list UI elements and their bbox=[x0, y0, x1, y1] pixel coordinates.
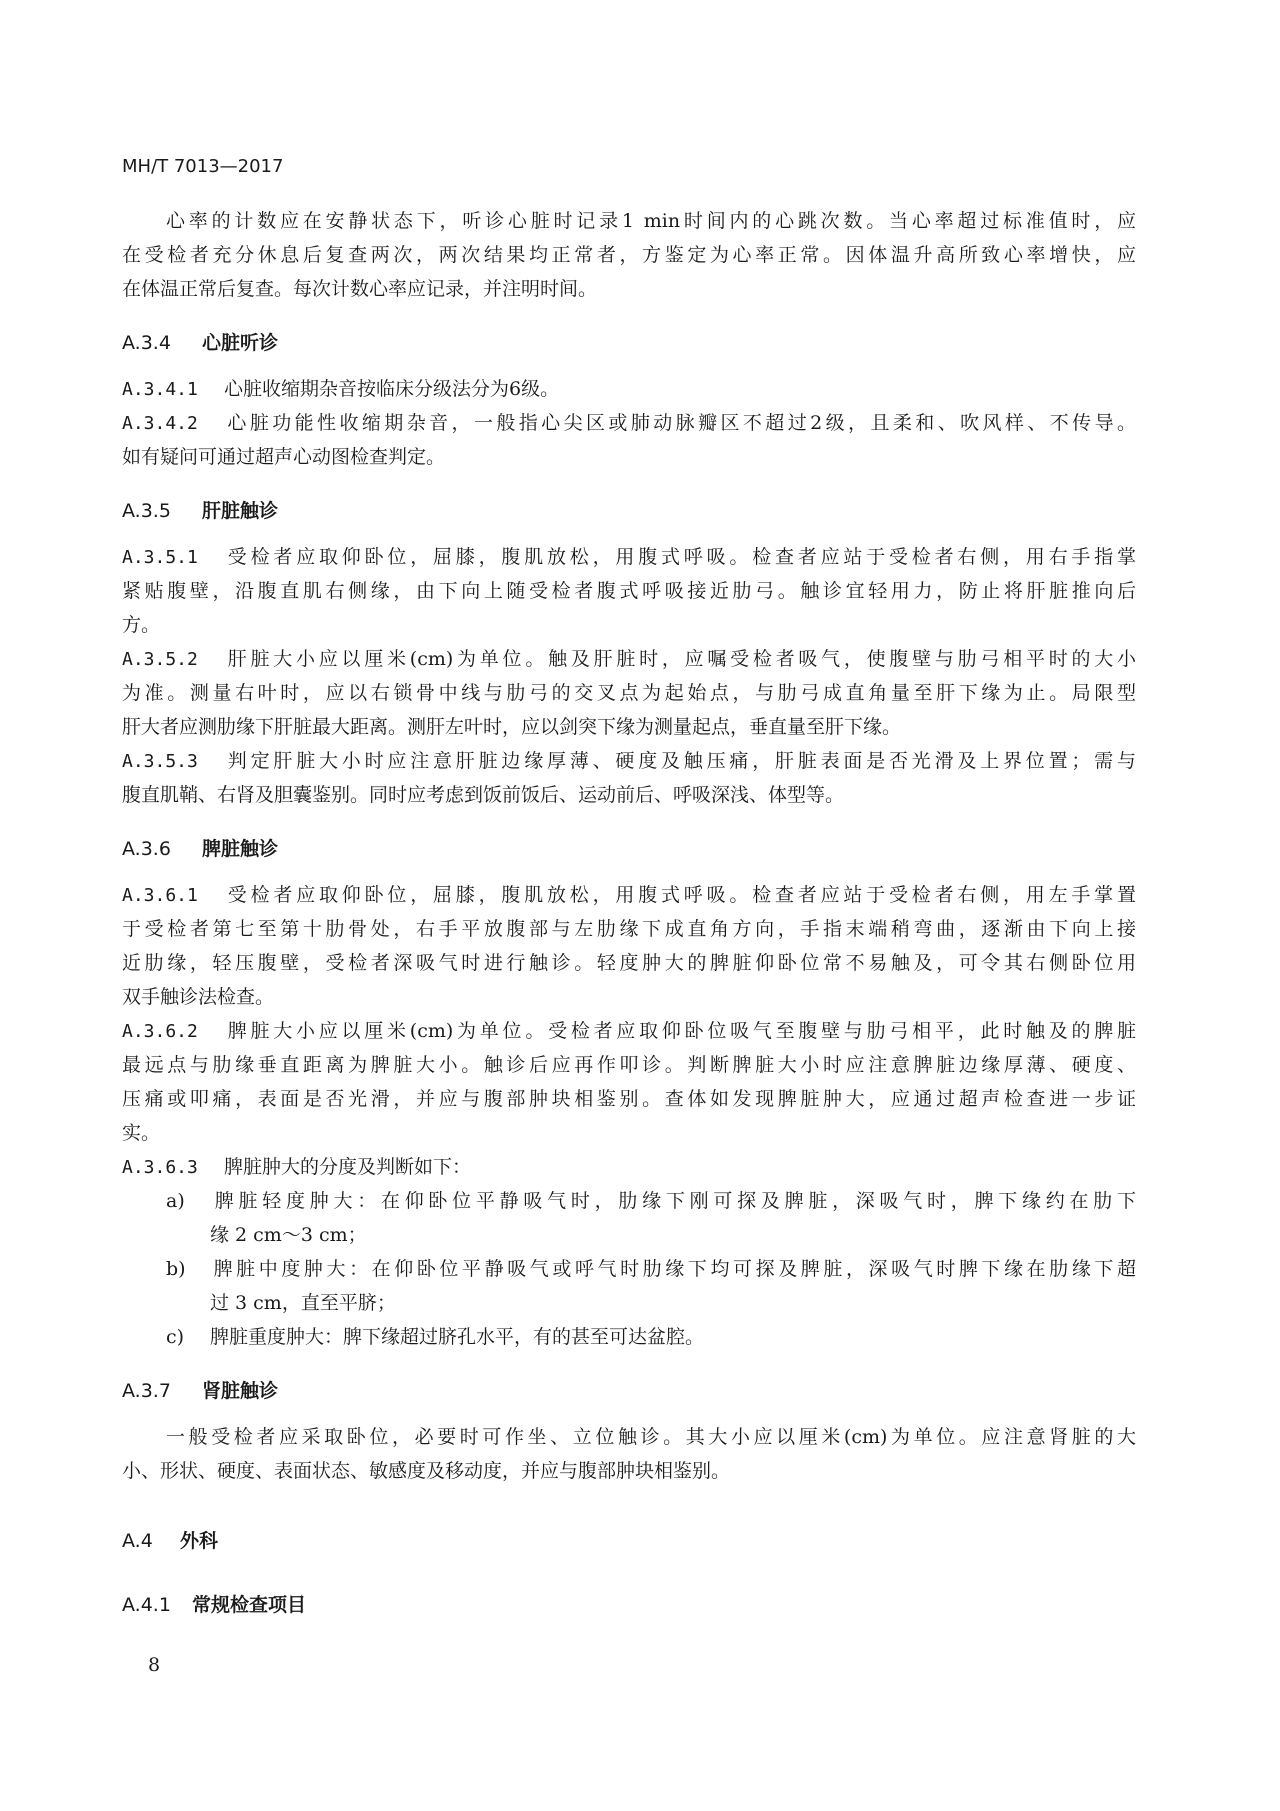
clause-number: A.3.5.2 bbox=[122, 649, 198, 670]
clause-number: A.3.4.2 bbox=[122, 413, 198, 434]
paragraph-line: 方。 bbox=[122, 614, 161, 636]
clause-text: 脾脏大小应以厘米(cm)为单位。受检者应取仰卧位吸气至腹壁与肋弓相平，此时触及的脾脏 bbox=[224, 1020, 1136, 1042]
clause-text: 心脏收缩期杂音按临床分级法分为6级。 bbox=[224, 378, 560, 400]
list-item-c bbox=[166, 1320, 1136, 1354]
clause-number: A.3.6.1 bbox=[122, 885, 198, 906]
section-title: 脾脏触诊 bbox=[202, 838, 279, 860]
paragraph-line: 在体温正常后复查。每次计数心率应记录，并注明时间。 bbox=[122, 278, 598, 300]
clause-text: 受检者应取仰卧位，屈膝，腹肌放松，用腹式呼吸。检查者应站于受检者右侧，用右手指掌 bbox=[224, 546, 1136, 568]
list-item-label: a) bbox=[166, 1190, 185, 1212]
paragraph-line: 心率的计数应在安静状态下，听诊心脏时记录1 min时间内的心跳次数。当心率超过标准值时，应 bbox=[166, 210, 1136, 232]
section-number: A.4 bbox=[122, 1530, 153, 1552]
paragraph-line: 紧贴腹壁，沿腹直肌右侧缘，由下向上随受检者腹式呼吸接近肋弓。触诊宜轻用力，防止将肝脏推向后 bbox=[122, 580, 1136, 602]
section-heading-a41 bbox=[122, 1590, 306, 1617]
paragraph-line: 实。 bbox=[122, 1122, 161, 1144]
section-number: A.3.4 bbox=[122, 332, 171, 354]
clause-number: A.3.5.1 bbox=[122, 547, 198, 568]
clause-text: 心脏功能性收缩期杂音，一般指心尖区或肺动脉瓣区不超过2级，且柔和、吹风样、不传导。 bbox=[224, 412, 1136, 434]
section-title: 常规检查项目 bbox=[192, 1594, 307, 1616]
clause-a351 bbox=[122, 540, 1136, 575]
clause-text: 肝脏大小应以厘米(cm)为单位。触及肝脏时，应嘱受检者吸气，使腹壁与肋弓相平时的大小 bbox=[224, 648, 1136, 670]
list-item-label: c) bbox=[166, 1326, 185, 1348]
clause-a353 bbox=[122, 744, 1136, 779]
clause-a361 bbox=[122, 878, 1136, 913]
section-number: A.3.7 bbox=[122, 1380, 171, 1402]
section-title: 外科 bbox=[180, 1530, 219, 1552]
list-item-b bbox=[166, 1252, 1136, 1286]
list-item-a bbox=[166, 1184, 1136, 1218]
paragraph-line: 近肋缘，轻压腹壁，受检者深吸气时进行触诊。轻度肿大的脾脏仰卧位常不易触及，可令其右侧卧位用 bbox=[122, 952, 1136, 974]
section-title: 肾脏触诊 bbox=[202, 1380, 279, 1402]
paragraph-line: 压痛或叩痛，表面是否光滑，并应与腹部肿块相鉴别。查体如发现脾脏肿大，应通过超声检查进一步证 bbox=[122, 1088, 1136, 1110]
list-item-text: 脾脏重度肿大：脾下缘超过脐孔水平，有的甚至可达盆腔。 bbox=[210, 1326, 705, 1348]
paragraph-line: 一般受检者应采取卧位，必要时可作坐、立位触诊。其大小应以厘米(cm)为单位。应注意肾脏的大 bbox=[166, 1426, 1136, 1448]
section-title: 肝脏触诊 bbox=[202, 500, 279, 522]
paragraph-line: 肝大者应测肋缘下肝脏最大距离。测肝左叶时，应以剑突下缘为测量起点，垂直量至肝下缘。 bbox=[122, 716, 902, 738]
clause-text: 判定肝脏大小时应注意肝脏边缘厚薄、硬度及触压痛，肝脏表面是否光滑及上界位置；需与 bbox=[224, 750, 1136, 772]
paragraph-line: 最远点与肋缘垂直距离为脾脏大小。触诊后应再作叩诊。判断脾脏大小时应注意脾脏边缘厚薄、硬度、 bbox=[122, 1054, 1136, 1076]
clause-a363 bbox=[122, 1150, 1136, 1185]
list-item-label: b) bbox=[166, 1258, 186, 1280]
section-number: A.3.6 bbox=[122, 838, 171, 860]
paragraph-line: 于受检者第七至第十肋骨处，右手平放腹部与左肋缘下成直角方向，手指末端稍弯曲，逐渐由下向上接 bbox=[122, 918, 1136, 940]
section-heading-a34 bbox=[122, 328, 278, 355]
clause-a352 bbox=[122, 642, 1136, 677]
clause-number: A.3.6.2 bbox=[122, 1021, 198, 1042]
clause-a341 bbox=[122, 372, 1136, 407]
list-item-continuation: 缘 2 cm～3 cm； bbox=[210, 1224, 367, 1246]
section-heading-a37 bbox=[122, 1376, 278, 1403]
clause-text: 脾脏肿大的分度及判断如下： bbox=[224, 1156, 472, 1178]
section-heading-a36 bbox=[122, 834, 278, 861]
paragraph-line: 在受检者充分休息后复查两次，两次结果均正常者，方鉴定为心率正常。因体温升高所致心率增快，应 bbox=[122, 244, 1136, 266]
section-heading-a35 bbox=[122, 496, 278, 523]
document-code-header: MH/T 7013—2017 bbox=[122, 156, 284, 177]
clause-a362 bbox=[122, 1014, 1136, 1049]
paragraph-line: 双手触诊法检查。 bbox=[122, 986, 275, 1008]
clause-text: 受检者应取仰卧位，屈膝，腹肌放松，用腹式呼吸。检查者应站于受检者右侧，用左手掌置 bbox=[224, 884, 1136, 906]
section-title: 心脏听诊 bbox=[202, 332, 279, 354]
list-item-text: 脾脏轻度肿大：在仰卧位平静吸气时，肋缘下刚可探及脾脏，深吸气时，脾下缘约在肋下 bbox=[210, 1190, 1136, 1212]
page-number: 8 bbox=[148, 1654, 161, 1676]
section-heading-a4 bbox=[122, 1526, 218, 1553]
clause-number: A.3.4.1 bbox=[122, 379, 198, 400]
clause-a342 bbox=[122, 406, 1136, 441]
paragraph-line: 腹直肌鞘、右肾及胆囊鉴别。同时应考虑到饭前饭后、运动前后、呼吸深浅、体型等。 bbox=[122, 784, 845, 806]
paragraph-line: 为准。测量右叶时，应以右锁骨中线与肋弓的交叉点为起始点，与肋弓成直角量至肝下缘为止。局限型 bbox=[122, 682, 1136, 704]
section-number: A.4.1 bbox=[122, 1594, 171, 1616]
paragraph-line: 小、形状、硬度、表面状态、敏感度及移动度，并应与腹部肿块相鉴别。 bbox=[122, 1460, 731, 1482]
list-item-continuation: 过 3 cm，直至平脐； bbox=[210, 1292, 396, 1314]
paragraph-line: 如有疑问可通过超声心动图检查判定。 bbox=[122, 446, 446, 468]
section-number: A.3.5 bbox=[122, 500, 171, 522]
list-item-text: 脾脏中度肿大：在仰卧位平静吸气或呼气时肋缘下均可探及脾脏，深吸气时脾下缘在肋缘下超 bbox=[210, 1258, 1136, 1280]
clause-number: A.3.6.3 bbox=[122, 1157, 198, 1178]
clause-number: A.3.5.3 bbox=[122, 751, 198, 772]
